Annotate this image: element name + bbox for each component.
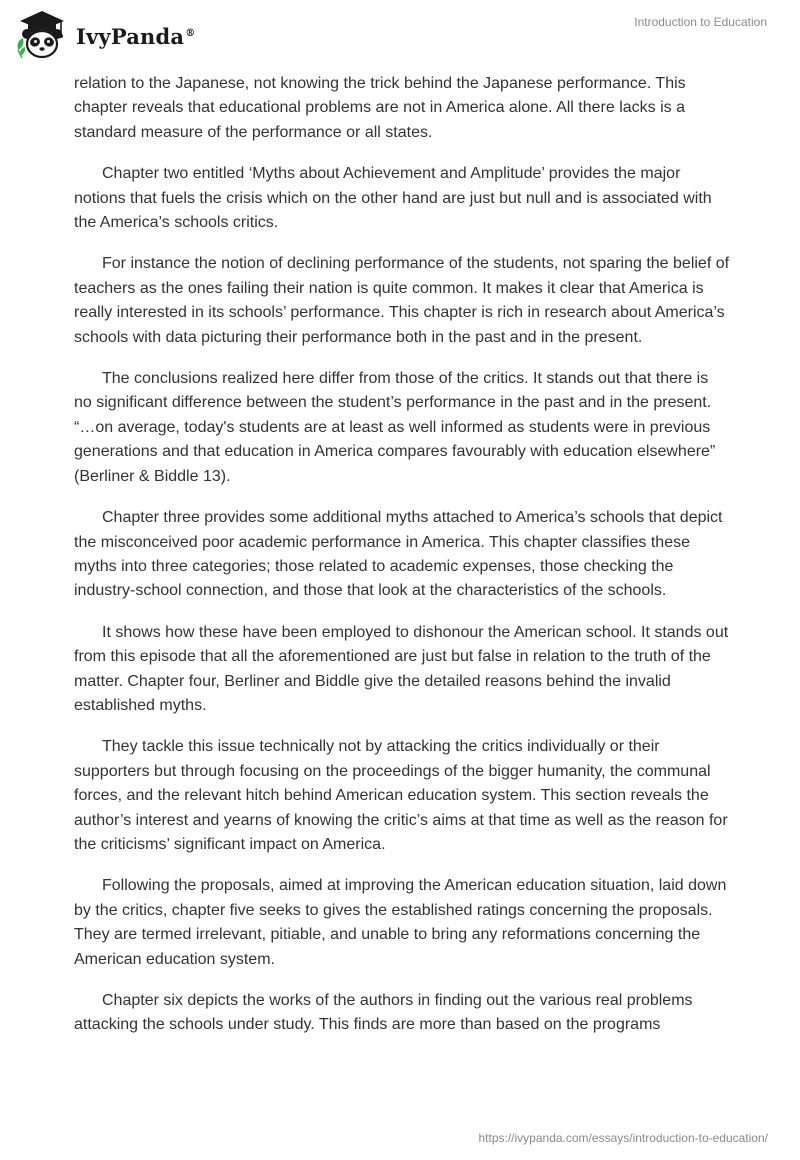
paragraph-6: It shows how these have been employed to dishonour the American school. It stands out from this episode that all the aforementioned are just but false in relation to the truth of the matter. Chapter four, Berliner and Biddle give the detailed reasons behind the invalid established myths. <box>74 623 729 714</box>
paragraph-5: Chapter three provides some additional myths attached to America’s schools that depict the misconceived poor academic performance in America. This chapter classifies these myths into three categories; those related to academic expenses, those checking the industry-school connection, and those that look at the characteristics of the schools. <box>74 509 723 600</box>
paragraph-9: Chapter six depicts the works of the authors in finding out the various real problems attacking the schools under study. This finds are more than based on the programs <box>74 992 693 1034</box>
paragraph-7: They tackle this issue technically not by attacking the critics individually or their supporters but through focusing on the proceedings of the bigger humanity, the communal forces, and the relevant hitch behind American education system. This section reveals the author’s interest and yearns of knowing the critic’s aims at that time as well as the reason for the criticisms’ significant impact on America. <box>74 738 728 853</box>
footer-url[interactable]: https://ivypanda.com/essays/introduction-to-education/ <box>478 1131 768 1145</box>
essay-body <box>74 72 730 1055</box>
paragraph-4: The conclusions realized here differ from those of the critics. It stands out that there is no significant difference between the student’s performance in the past and in the present. “…on average, today's students are at least as well informed as students were in previous generations and that education in America compares favourably with education elsewhere” (Berliner & Biddle 13). <box>74 370 716 485</box>
paragraph-8: Following the proposals, aimed at improving the American education situation, laid down by the critics, chapter five seeks to gives the established ratings concerning the proposals. They are termed irrelevant, pitiable, and unable to bring any reformations concerning the American education system. <box>74 877 727 968</box>
document-title: Introduction to Education <box>634 15 767 29</box>
paragraph-1: relation to the Japanese, not knowing the trick behind the Japanese performance. This chapter reveals that educational problems are not in America alone. All there lacks is a standard measure of the performance or all states. <box>74 75 686 141</box>
panda-graduate-icon <box>14 8 70 60</box>
paragraph-3: For instance the notion of declining performance of the students, not sparing the belief of teachers as the ones failing their nation is quite common. It makes it clear that America is really interested in its schools’ performance. This chapter is rich in research about America’s schools with data picturing their performance both in the past and in the present. <box>74 255 730 346</box>
registered-mark: ® <box>185 27 196 39</box>
brand-name: IvyPanda® <box>76 23 196 49</box>
page-header <box>0 0 800 70</box>
ivypanda-logo[interactable] <box>14 8 195 60</box>
paragraph-2: Chapter two entitled ‘Myths about Achievement and Amplitude’ provides the major notions that fuels the crisis which on the other hand are just but null and is associated with the America’s schools critics. <box>74 165 712 232</box>
